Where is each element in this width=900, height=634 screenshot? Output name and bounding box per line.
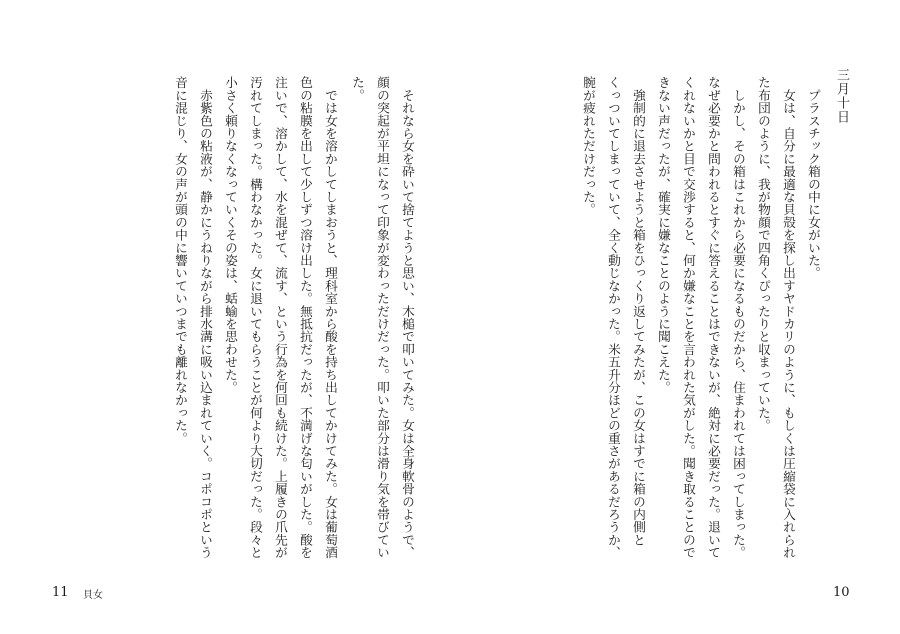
text-line: 強制的に退去させようと箱をひっくり返してみたが、この女はすでに箱の内側と <box>631 76 646 546</box>
text-line: 女は、自分に最適な貝殻を探し出すヤドカリのように、もしくは圧縮袋に入れられ <box>781 76 796 559</box>
text-line: きない声だったが、確実に嫌なことのように聞こえた。 <box>656 76 671 394</box>
page-number-left: 11 <box>52 585 69 600</box>
text-line: それなら女を砕いて捨てようと思い、木槌で叩いてみた。女は全身軟骨のようで、 <box>400 76 415 559</box>
text-line: 顔の突起が平坦になって印象が変わっただけだった。叩いた部分は滑り気を帯びてい <box>375 76 390 559</box>
text-line: た布団のように、我が物顔で四角くぴったりと収まっていた。 <box>756 76 771 432</box>
text-line: た。 <box>350 76 365 102</box>
running-head: 貝女 <box>83 590 103 601</box>
text-line: 注いで、溶かして、水を混ぜて、流す、という行為を何回も続けた。上履きの爪先が <box>273 76 288 559</box>
text-line: 赤紫色の粘液が、静かにうねりながら排水溝に吸い込まれていく。コポコポという <box>198 76 213 559</box>
text-line: しかし、その箱はこれから必要になるものだから、住まわれては困ってしまった。 <box>731 76 746 559</box>
text-line: 汚れてしまった。構わなかった。女に退いてもらうことが何より大切だった。段々と <box>248 76 263 559</box>
text-line: では女を溶かしてしまおうと、理科室から酸を持ち出してかけてみた。女は葡萄酒 <box>323 76 338 559</box>
text-line: くれないかと目で交渉すると、何か嫌なことを言われた気がした。聞き取ることので <box>681 76 696 559</box>
date-heading: 三月十日 <box>834 68 849 124</box>
text-line: なぜ必要かと問われるとすぐに答えることはできないが、絶対に必要だった。退いて <box>706 76 721 559</box>
page-number-right: 10 <box>833 585 850 600</box>
text-line: 腕が疲れただけだった。 <box>581 76 596 216</box>
text-line: プラスチック箱の中に女がいた。 <box>806 76 821 280</box>
text-line: 色の粘膜を出して少しずつ溶け出した。無抵抗だったが、不満げな匂いがした。酸を <box>298 76 313 559</box>
text-line: 音に混じり、女の声が頭の中に響いていつまでも離れなかった。 <box>173 76 188 445</box>
text-line: 小さく頼りなくなっていくその姿は、蛞蝓を思わせた。 <box>223 76 238 394</box>
text-line: くっついてしまっていて、全く動じなかった。米五升分ほどの重さがあるだろうか、 <box>606 76 621 559</box>
